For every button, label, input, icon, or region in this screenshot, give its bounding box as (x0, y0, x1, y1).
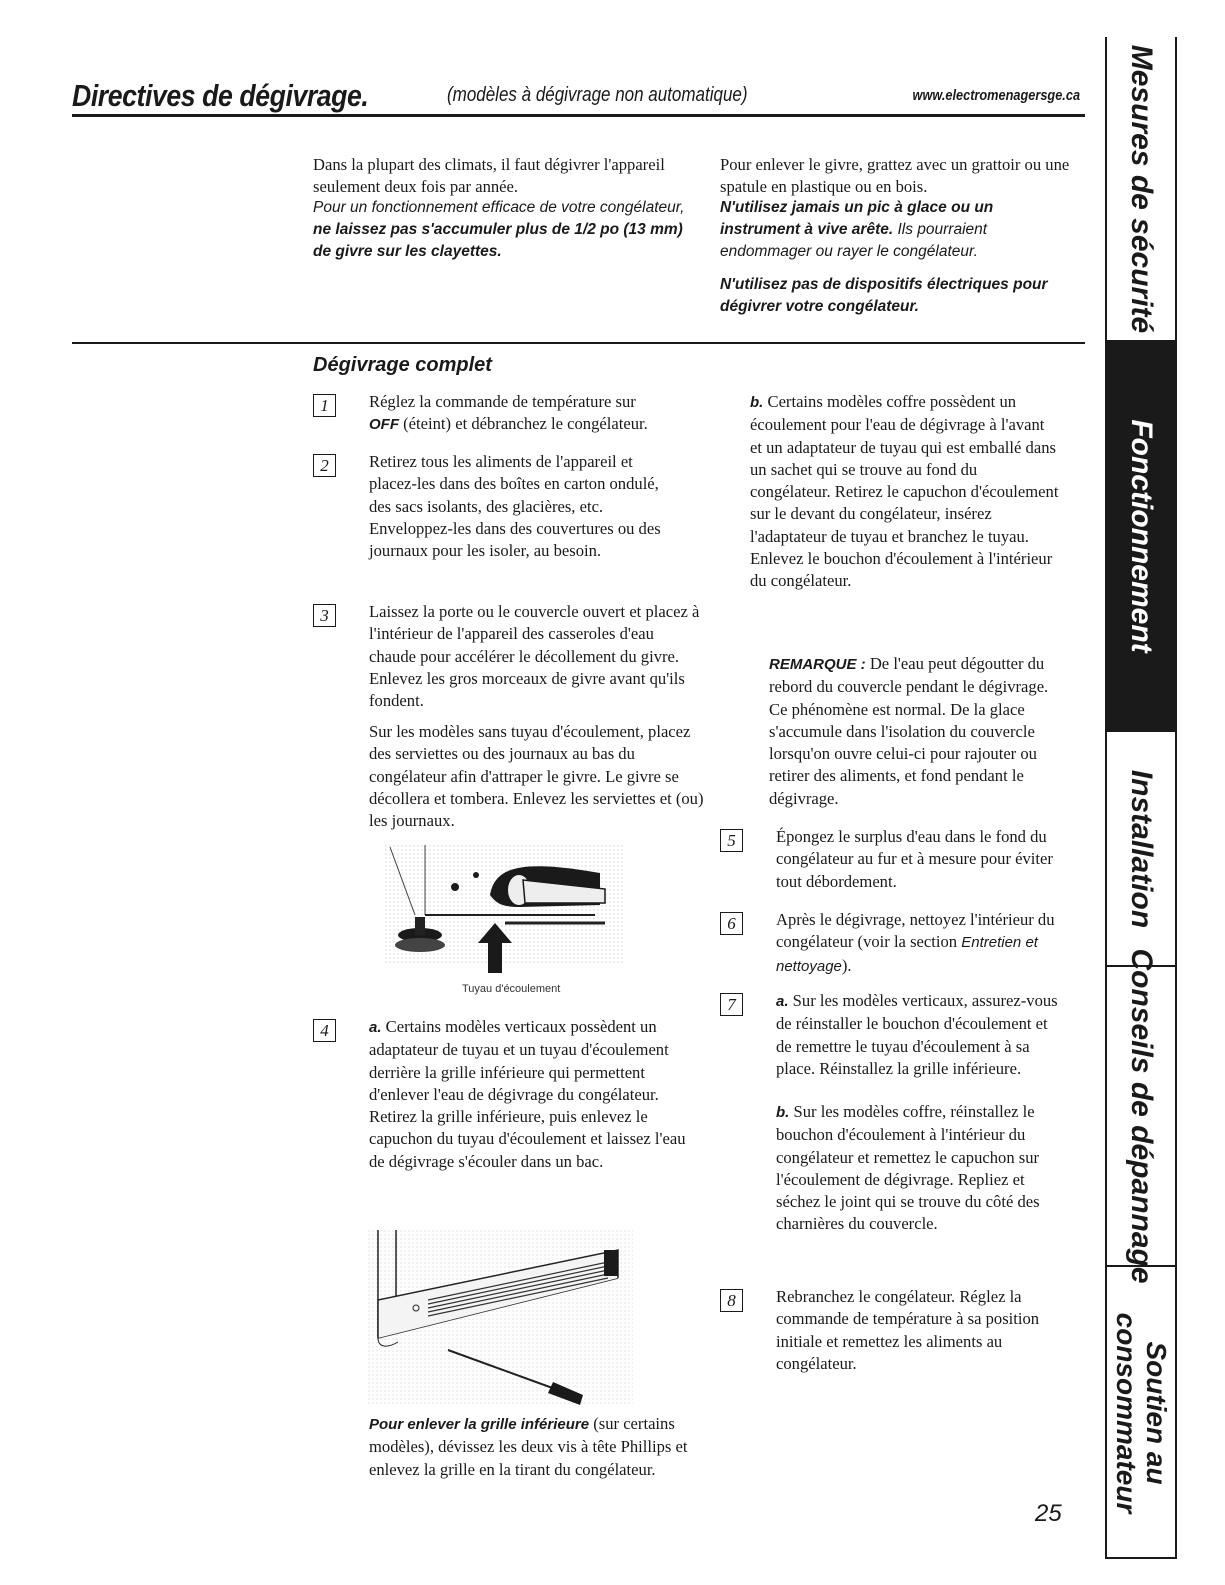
tab-label: Conseils de dépannage (1125, 948, 1158, 1284)
page-header (72, 78, 1092, 112)
step-7a-text (776, 990, 1061, 1080)
step-4a-body: Certains modèles verticaux possèdent un adaptateur de tuyau et un tuyau d'écoulement derrière la grille inférieure qui permettent d'enlever l'eau de dégivrage du congélateur. Retirez la grille inférieure, puis enlevez le capuchon du tuyau d'écoulement et laissez l'eau de dégivrage s'écouler dans un bac. (369, 1017, 686, 1171)
page-subtitle: (modèles à dégivrage non automatique) (447, 84, 748, 106)
step-1-text-cont (369, 413, 699, 436)
tab-label: Soutien au consommateur (1111, 1312, 1172, 1514)
step-4a-text (369, 1016, 704, 1173)
step-number-1: 1 (313, 394, 336, 417)
step-6-end: ). (841, 955, 852, 975)
off-label: OFF (369, 416, 399, 433)
step-1-text-b: (éteint) et débranchez le congélateur. (399, 414, 648, 433)
warning-ice-pick (720, 197, 1055, 263)
step-number-3: 3 (313, 604, 336, 627)
step-3-text: Laissez la porte ou le couvercle ouvert et placez à l'intérieur de l'appareil des casseroles d'eau chaude pour accélérer le décollement du givre. Enlevez les gros morceaux de givre avant qu'ils fondent. (369, 602, 700, 711)
grille-removal-text (369, 1413, 704, 1481)
bottom-grille-illustration (368, 1230, 633, 1405)
remarque-note (769, 653, 1059, 810)
tab-label: Mesures de sécurité (1125, 44, 1158, 333)
drain-hose-caption: Tuyau d'écoulement (462, 983, 561, 995)
step-1-text (369, 391, 699, 413)
page-title: Directives de dégivrage. (72, 78, 369, 113)
warning-ice-pick-text: Ils pourraient endommager ou rayer le congélateur. (720, 221, 988, 260)
grille-removal-label: Pour enlever la grille inférieure (369, 1416, 590, 1433)
section-title: Dégivrage complet (313, 354, 492, 376)
step-number-8: 8 (720, 1289, 743, 1312)
step-7b-body: Sur les modèles coffre, réinstallez le bouchon d'écoulement à l'intérieur du congélateur et remettez le capuchon sur l'écoulement de dégivrage. Repliez et séchez le joint qui se trouve du côté des charnières du couvercle. (776, 1102, 1040, 1234)
remarque-label: REMARQUE : (769, 656, 866, 673)
section-tabs (1105, 37, 1177, 1559)
step-number-5: 5 (720, 829, 743, 852)
step-7b-label: b. (776, 1104, 790, 1121)
step-1-text-a: Réglez la commande de température sur (369, 392, 636, 411)
tab-conseils-de-depannage[interactable] (1107, 948, 1175, 1284)
step-4a-label: a. (369, 1019, 382, 1036)
warning-electrical: N'utilisez pas de dispositifs électriques pour dégivrer votre congélateur. (720, 276, 1048, 315)
header-rule (72, 114, 1085, 117)
step-7a-body: Sur les modèles verticaux, assurez-vous de réinstaller le bouchon d'écoulement et de remettre le tuyau d'écoulement à sa place. Réinstallez la grille inférieure. (776, 991, 1058, 1078)
remarque-body: De l'eau peut dégoutter du rebord du couvercle pendant le dégivrage. Ce phénomène est normal. De la glace s'accumule dans l'isolation du couvercle lorsqu'on ouvre celui-ci pour rajouter ou retirer des aliments, et fond pendant le dégivrage. (769, 654, 1049, 808)
step-4b-text (750, 391, 1060, 593)
step-7b-text (776, 1101, 1061, 1236)
step-number-4: 4 (313, 1019, 336, 1042)
maintenance-section-link[interactable]: Entretien et nettoyage (776, 934, 1038, 975)
tab-fonctionnement[interactable] (1107, 342, 1175, 732)
website-url[interactable]: www.electromenagersge.ca (912, 87, 1080, 104)
step-6-body: Après le dégivrage, nettoyez l'intérieur du congélateur (voir la section (776, 910, 1055, 952)
step-8-text: Rebranchez le congélateur. Réglez la commande de température à sa position initiale et remettez les aliments au congélateur. (776, 1287, 1040, 1373)
intro-text: Dans la plupart des climats, il faut dégivrer l'appareil seulement deux fois par année. (313, 155, 665, 197)
step-3-note: Sur les modèles sans tuyau d'écoulement, placez des serviettes ou des journaux au bas du congélateur afin d'attraper le givre. Le givre se décollera et tombera. Enlevez les serviettes et (ou) les journaux. (369, 722, 704, 831)
step-number-2: 2 (313, 454, 336, 477)
intro-efficiency-bold: ne laissez pas s'accumuler plus de 1/2 po (13 mm) de givre sur les clayettes. (313, 221, 683, 260)
step-4b-body: Certains modèles coffre possèdent un écoulement pour l'eau de dégivrage à l'avant et un adaptateur de tuyau qui est emballé dans un sachet qui se trouve au fond du congélateur. Retirez le capuchon d'écoulement sur le devant du congélateur, insérez l'adaptateur de tuyau et branchez le tuyau. Enlevez le bouchon d'écoulement à l'intérieur du congélateur. (750, 392, 1059, 591)
intro-efficiency-text: Pour un fonctionnement efficace de votre congélateur, (313, 199, 685, 216)
step-5-text: Épongez le surplus d'eau dans le fond du congélateur au fur et à mesure pour éviter tout débordement. (776, 827, 1053, 891)
scrape-instructions: Pour enlever le givre, grattez avec un grattoir ou une spatule en plastique ou en bois. (720, 155, 1070, 197)
tab-label: Installation (1125, 769, 1158, 928)
section-rule (72, 342, 1085, 344)
page-number: 25 (1035, 1500, 1062, 1527)
step-7a-label: a. (776, 993, 789, 1010)
step-number-7: 7 (720, 993, 743, 1016)
warning-ice-pick-bold: N'utilisez jamais un pic à glace ou un instrument à vive arête. (720, 199, 994, 238)
tab-soutien-au-consommateur[interactable] (1107, 1267, 1175, 1559)
drain-hose-illustration (385, 845, 625, 1000)
tab-label: Fonctionnement (1125, 419, 1158, 653)
tab-mesures-de-securite[interactable] (1107, 37, 1175, 342)
grille-removal-body: (sur certains modèles), dévissez les deux vis à tête Phillips et enlevez la grille en la tirant du congélateur. (369, 1414, 688, 1479)
step-number-6: 6 (720, 912, 743, 935)
tab-installation[interactable] (1107, 732, 1175, 967)
step-4b-label: b. (750, 394, 764, 411)
step-6-text (776, 909, 1076, 978)
step-2-text: Retirez tous les aliments de l'appareil et placez-les dans des boîtes en carton ondulé, des sacs isolants, des glacières, etc. Enveloppez-les dans des couvertures ou des journaux pour les isoler, au besoin. (369, 452, 661, 561)
intro-efficiency-note (313, 197, 703, 263)
